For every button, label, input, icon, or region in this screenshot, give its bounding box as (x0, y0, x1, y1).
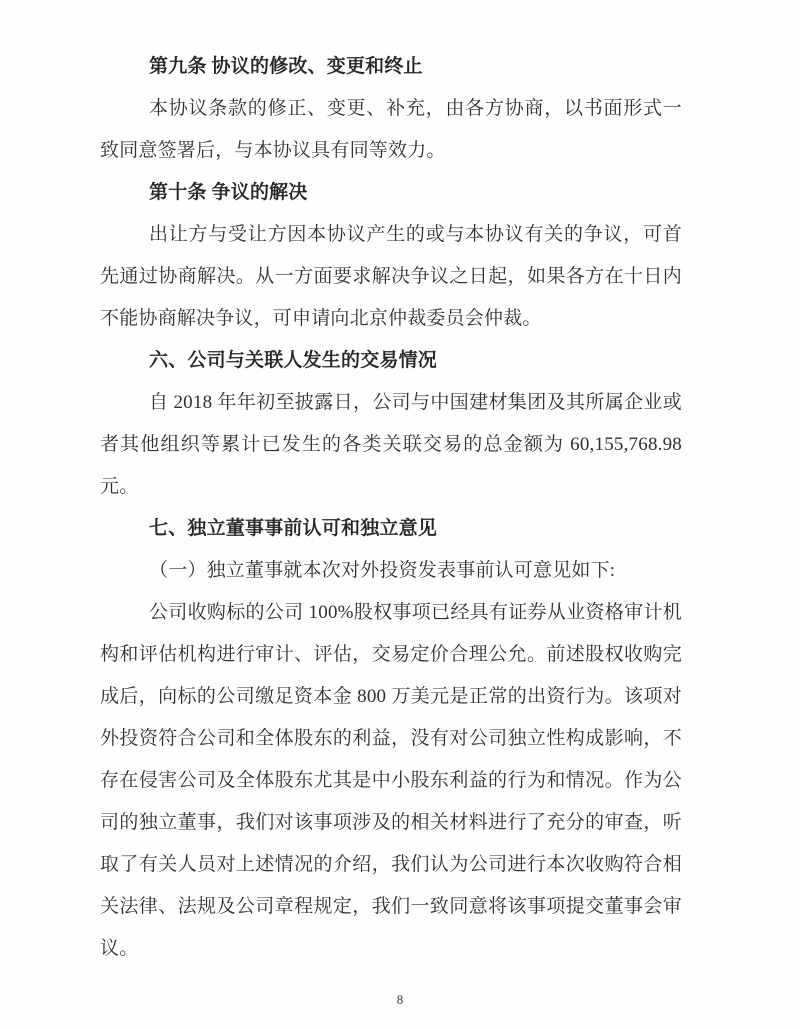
section-paragraph: 本协议条款的修正、变更、补充，由各方协商，以书面形式一致同意签署后，与本协议具有同等效力。 (100, 98, 682, 161)
section-heading-article-9: 第九条 协议的修改、变更和终止 (149, 56, 423, 77)
section-paragraph: 公司收购标的公司 100%股权事项已经具有证券从业资格审计机构和评估机构进行审计、评估，交易定价合理公允。前述股权收购完成后，向标的公司缴足资本金 800 万美元是正常的出资行为。该项对外投资符合公司和全体股东的利益，没有对公司独立性构成影响，不存在侵害公司及全体股东尤其是中小股东利益的行为和情况。作为公司的独立董事，我们对该事项涉及的相关材料进行了充分的审查，听取了有关人员对上述情况的介绍，我们认为公司进行本次收购符合相关法律、法规及公司章程规定，我们一致同意将该事项提交董事会审议。 (100, 602, 682, 959)
section-paragraph: （一）独立董事就本次对外投资发表事前认可意见如下: (149, 560, 616, 581)
section-paragraph: 自 2018 年年初至披露日，公司与中国建材集团及其所属企业或者其他组织等累计已发生的各类关联交易的总金额为 60,155,768.98 元。 (100, 392, 682, 497)
section-heading-related-transactions: 六、公司与关联人发生的交易情况 (149, 350, 438, 371)
section-heading-independent-directors: 七、独立董事事前认可和独立意见 (149, 518, 438, 539)
page-number: 8 (396, 992, 404, 1007)
section-paragraph: 出让方与受让方因本协议产生的或与本协议有关的争议，可首先通过协商解决。从一方面要求解决争议之日起，如果各方在十日内不能协商解决争议，可申请向北京仲裁委员会仲裁。 (100, 224, 682, 329)
section-heading-article-10: 第十条 争议的解决 (149, 182, 308, 203)
